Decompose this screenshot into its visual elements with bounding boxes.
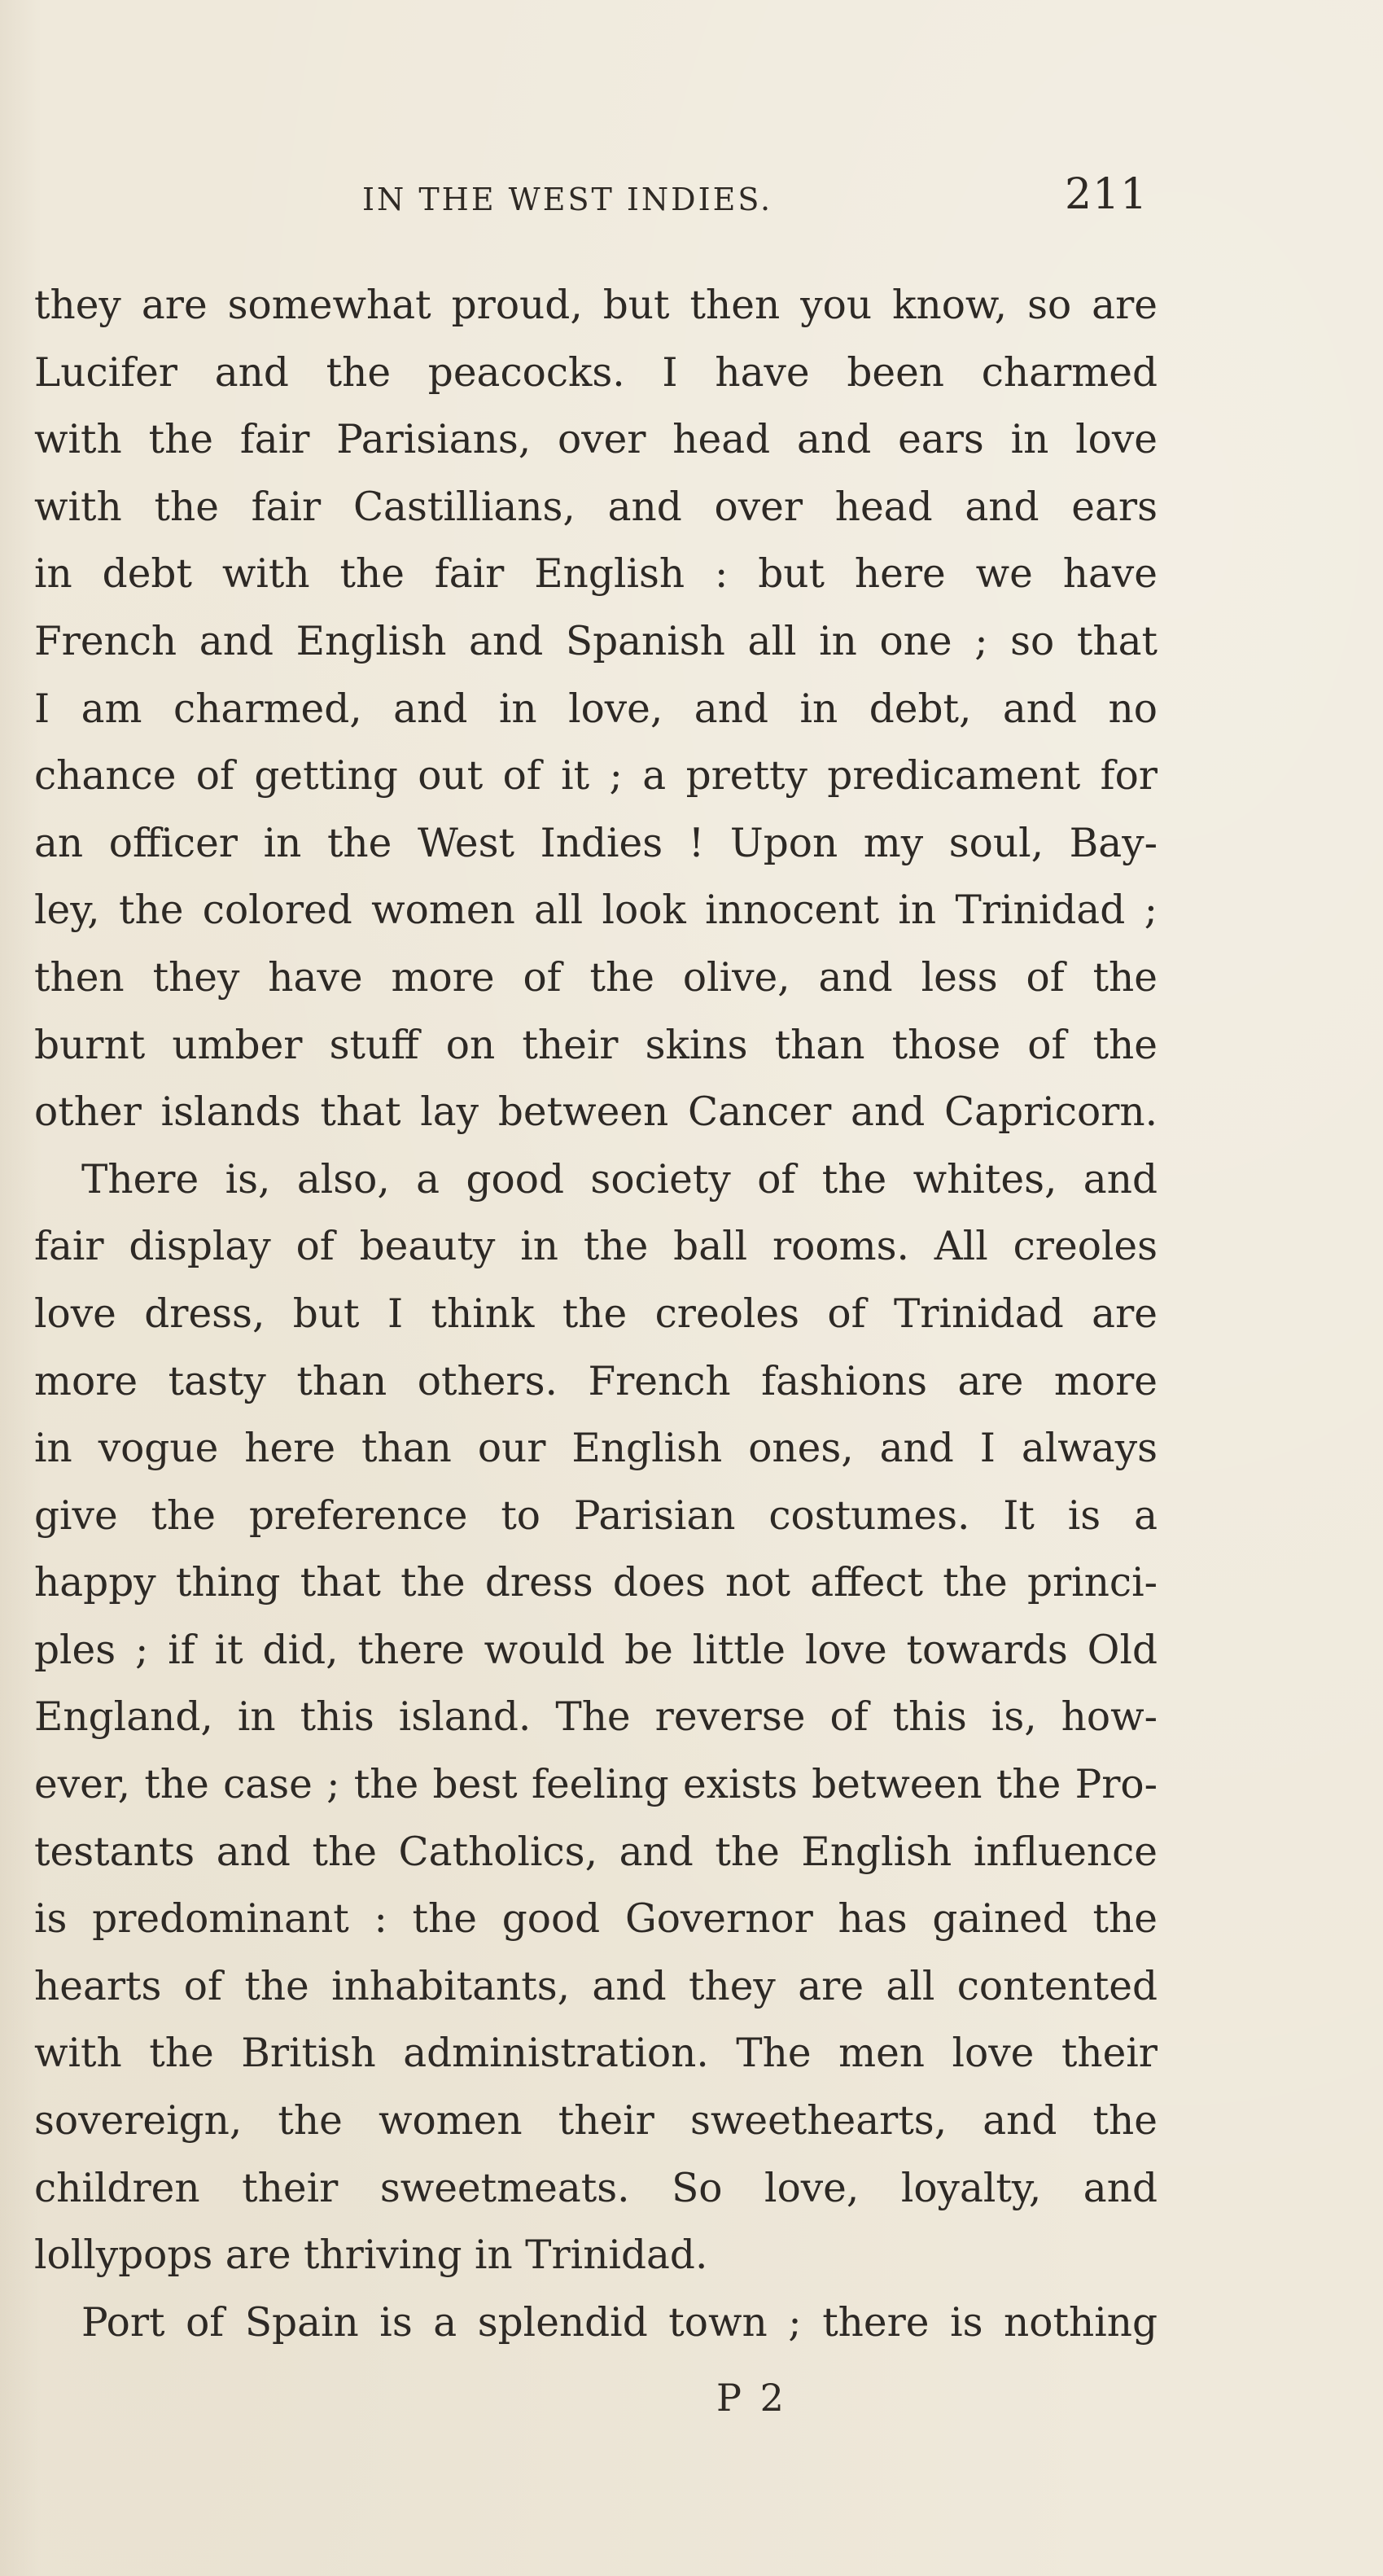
text-line: chance of getting out of it ; a pretty predicament for <box>34 753 1158 800</box>
text-line: an officer in the West Indies ! Upon my soul, Bay- <box>34 820 1158 866</box>
text-line: England, in this island. The reverse of this is, how- <box>34 1694 1158 1741</box>
text-line: more tasty than others. French fashions are more <box>34 1358 1158 1404</box>
text-line: with the British administration. The men love their <box>34 2031 1158 2077</box>
signature-mark: P 2 <box>716 2376 787 2420</box>
text-line: in debt with the fair English : but here we have <box>34 551 1158 598</box>
text-line: with the fair Parisians, over head and ears in love <box>34 417 1158 463</box>
text-line: Lucifer and the peacocks. I have been charmed <box>34 349 1158 396</box>
running-head <box>0 167 1156 224</box>
text-line: sovereign, the women their sweethearts, and the <box>34 2098 1158 2144</box>
text-line: hearts of the inhabitants, and they are all contented <box>34 1963 1158 2009</box>
text-line: in vogue here than our English ones, and I always <box>34 1426 1158 1472</box>
text-line: There is, also, a good society of the whites, and <box>81 1156 1158 1203</box>
text-line: happy thing that the dress does not affect the princi- <box>34 1560 1158 1606</box>
text-line: burnt umber stuff on their skins than those of the <box>34 1022 1158 1068</box>
text-line: testants and the Catholics, and the English influence <box>34 1829 1158 1875</box>
page-number: 211 <box>1065 170 1149 219</box>
text-line: love dress, but I think the creoles of Trinidad are <box>34 1290 1158 1337</box>
text-line: I am charmed, and in love, and in debt, and no <box>34 686 1158 732</box>
running-title: IN THE WEST INDIES. <box>362 182 773 217</box>
text-line: other islands that lay between Cancer and Capricorn. <box>34 1089 1158 1136</box>
text-line: with the fair Castillians, and over head and ears <box>34 484 1158 530</box>
text-line: lollypops are thriving in Trinidad. <box>34 2232 708 2279</box>
text-line: French and English and Spanish all in one ; so that <box>34 618 1158 664</box>
text-line: children their sweetmeats. So love, loyalty, and <box>34 2165 1158 2211</box>
text-line: give the preference to Parisian costumes. It is a <box>34 1492 1158 1539</box>
text-line: is predominant : the good Governor has gained the <box>34 1896 1158 1943</box>
text-line: then they have more of the olive, and less of the <box>34 954 1158 1001</box>
text-line: fair display of beauty in the ball rooms. All creoles <box>34 1224 1158 1270</box>
text-line: ples ; if it did, there would be little love towards Old <box>34 1627 1158 1673</box>
body-text <box>34 272 1158 2356</box>
text-line: ever, the case ; the best feeling exists between the Pro- <box>34 1762 1158 1808</box>
text-line: Port of Spain is a splendid town ; there is nothing <box>81 2299 1158 2346</box>
text-line: they are somewhat proud, but then you know, so are <box>34 283 1158 328</box>
text-line: ley, the colored women all look innocent in Trinidad ; <box>34 887 1158 934</box>
